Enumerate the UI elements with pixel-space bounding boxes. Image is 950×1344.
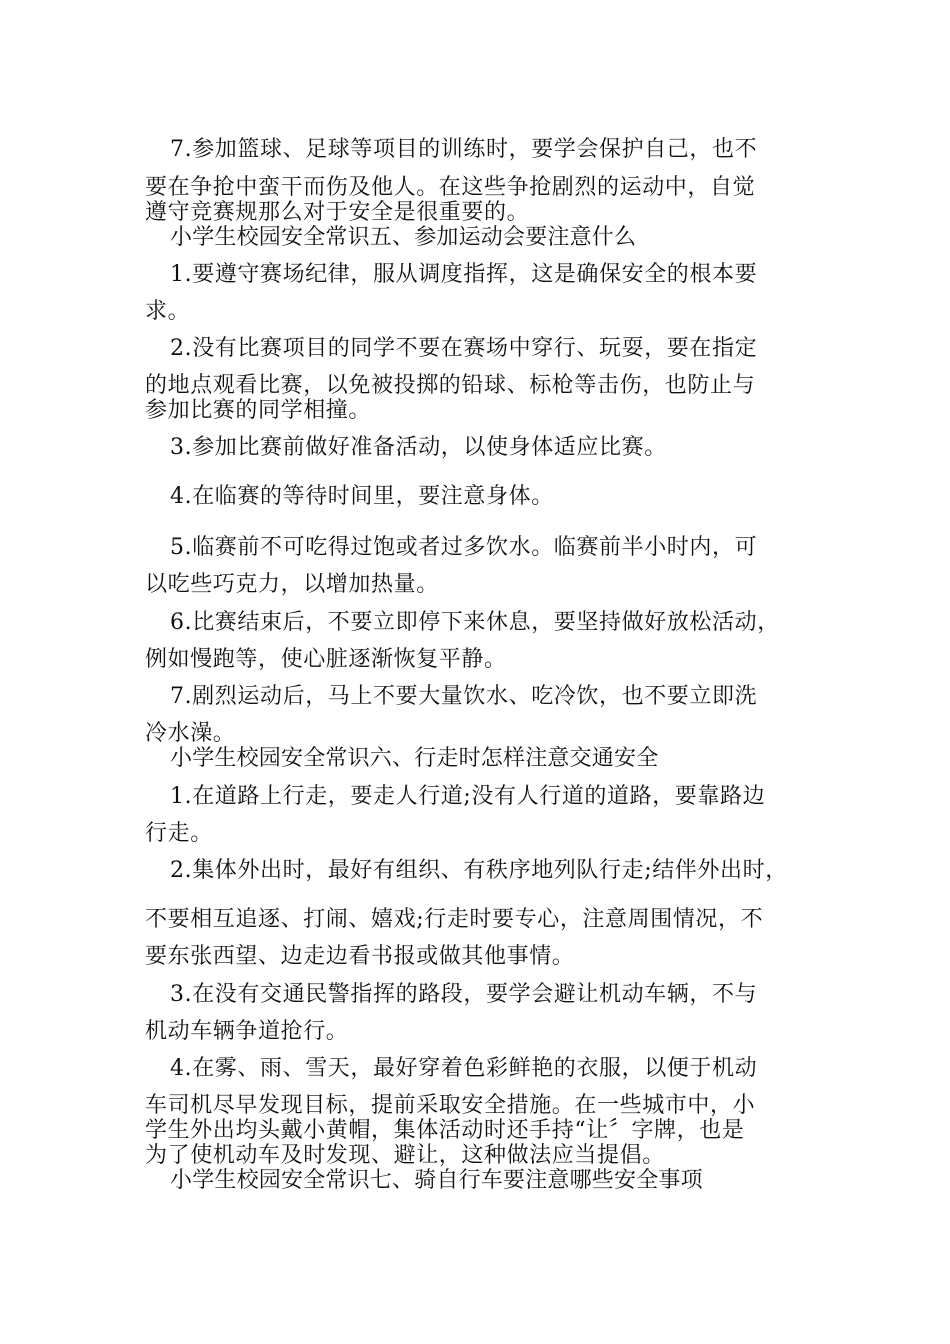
paragraph-line: 3.在没有交通民警指挥的路段，要学会避让机动车辆，不与 xyxy=(170,982,758,1007)
paragraph-line: 学生外出均头戴小黄帽，集体活动时还手持“让〞字牌，也是 xyxy=(145,1118,745,1143)
paragraph-line: 车司机尽早发现目标，提前采取安全措施。在一些城市中，小 xyxy=(145,1093,756,1118)
paragraph-line: 求。 xyxy=(145,299,191,324)
section-heading: 小学生校园安全常识七、骑自行车要注意哪些安全事项 xyxy=(170,1168,703,1193)
paragraph-line: 2.没有比赛项目的同学不要在赛场中穿行、玩耍，要在指定 xyxy=(170,336,758,361)
paragraph-line: 为了使机动车及时发现、避让，这种做法应当提倡。 xyxy=(145,1143,665,1168)
paragraph-line: 冷水澡。 xyxy=(145,721,236,746)
paragraph-line: 3.参加比赛前做好准备活动，以使身体适应比赛。 xyxy=(170,435,667,460)
paragraph-line: 2.集体外出时，最好有组织、有秩序地列队行走;结伴外出时， xyxy=(170,858,788,883)
paragraph-line: 1.在道路上行走，要走人行道;没有人行道的道路，要靠路边 xyxy=(170,784,766,809)
paragraph-line: 要东张西望、边走边看书报或做其他事情。 xyxy=(145,944,575,969)
paragraph-line: 1.要遵守赛场纪律，服从调度指挥，这是确保安全的根本要 xyxy=(170,262,758,287)
paragraph-line: 5.临赛前不可吃得过饱或者过多饮水。临赛前半小时内，可 xyxy=(170,535,758,560)
paragraph-line: 7.参加篮球、足球等项目的训练时，要学会保护自己，也不 xyxy=(170,137,758,162)
paragraph-line: 行走。 xyxy=(145,821,213,846)
section-heading: 小学生校园安全常识六、行走时怎样注意交通安全 xyxy=(170,746,659,771)
paragraph-line: 机动车辆争道抢行。 xyxy=(145,1019,349,1044)
paragraph-line: 4.在临赛的等待时间里，要注意身体。 xyxy=(170,484,554,509)
paragraph-line: 要在争抢中蛮干而伤及他人。在这些争抢剧烈的运动中，自觉 xyxy=(145,175,756,200)
paragraph-line: 的地点观看比赛，以免被投掷的铅球、标枪等击伤，也防止与 xyxy=(145,373,756,398)
paragraph-line: 7.剧烈运动后，马上不要大量饮水、吃冷饮，也不要立即洗 xyxy=(170,684,758,709)
paragraph-line: 例如慢跑等，使心脏逐渐恢复平静。 xyxy=(145,647,507,672)
paragraph-line: 不要相互追逐、打闹、嬉戏;行走时要专心，注意周围情况，不 xyxy=(145,907,764,932)
paragraph-line: 遵守竞赛规那么对于安全是很重要的。 xyxy=(145,200,530,225)
paragraph-line: 参加比赛的同学相撞。 xyxy=(145,398,372,423)
section-heading: 小学生校园安全常识五、参加运动会要注意什么 xyxy=(170,225,637,250)
paragraph-line: 以吃些巧克力，以增加热量。 xyxy=(145,572,439,597)
paragraph-line: 4.在雾、雨、雪天，最好穿着色彩鲜艳的衣服，以便于机动 xyxy=(170,1056,758,1081)
paragraph-line: 6.比赛结束后，不要立即停下来休息，要坚持做好放松活动， xyxy=(170,610,780,635)
